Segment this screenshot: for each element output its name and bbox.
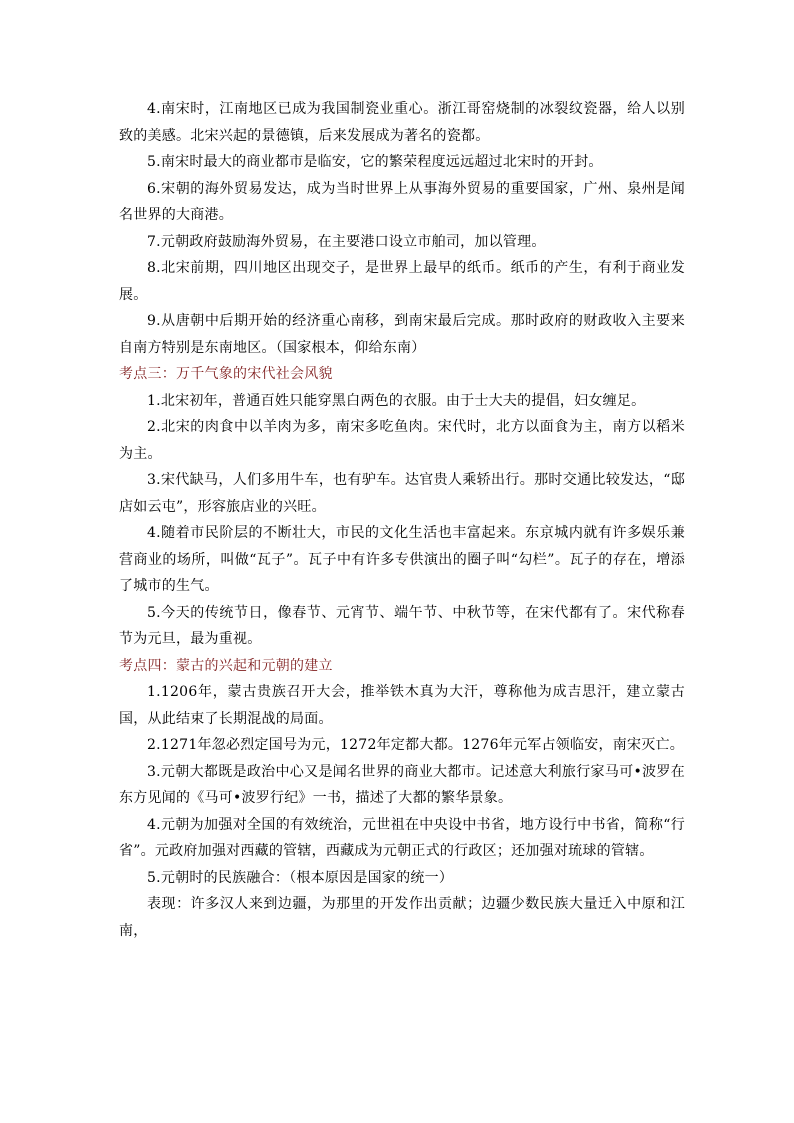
paragraph: 5.元朝时的民族融合：（根本原因是国家的统一） bbox=[147, 869, 454, 886]
paragraph: 5.南宋时最大的商业都市是临安，它的繁荣程度远远超过北宋时的开封。 bbox=[147, 154, 603, 170]
paragraph: 9.从唐朝中后期开始的经济重心南移，到南宋最后完成。那时政府的财政收入主要来自南方特别是东南地区。（国家根本，仰给东南） bbox=[119, 313, 685, 356]
paragraph: 3.宋代缺马，人们多用牛车，也有驴车。达官贵人乘轿出行。那时交通比较发达，“邸店如云屯”，形容旅店业的兴旺。 bbox=[119, 472, 685, 515]
paragraph: 6.宋朝的海外贸易发达，成为当时世界上从事海外贸易的重要国家，广州、泉州是闻名世界的大商港。 bbox=[119, 180, 685, 223]
paragraph: 1.北宋初年，普通百姓只能穿黑白两色的衣服。由于士大夫的提倡，妇女缠足。 bbox=[147, 392, 646, 409]
section-heading: 考点三：万千气象的宋代社会风貌 bbox=[119, 366, 333, 382]
paragraph: 表现：许多汉人来到边疆，为那里的开发作出贡献；边疆少数民族大量迁入中原和江南， bbox=[119, 896, 685, 939]
document-page bbox=[119, 96, 685, 944]
paragraph: 4.随着市民阶层的不断壮大，市民的文化生活也丰富起来。东京城内就有许多娱乐兼营商业的场所，叫做“瓦子”。瓦子中有许多专供演出的圈子叫“勾栏”。瓦子的存在，增添了城市的生气。 bbox=[119, 525, 685, 594]
paragraph: 4.南宋时，江南地区已成为我国制瓷业重心。浙江哥窑烧制的冰裂纹瓷器，给人以别致的美感。北宋兴起的景德镇，后来发展成为著名的瓷都。 bbox=[119, 101, 685, 144]
paragraph: 4.元朝为加强对全国的有效统治，元世祖在中央设中书省，地方设行中书省，简称“行省”。元政府加强对西藏的管辖，西藏成为元朝正式的行政区；还加强对琉球的管辖。 bbox=[119, 816, 685, 859]
paragraph: 1.1206年，蒙古贵族召开大会，推举铁木真为大汗，尊称他为成吉思汗，建立蒙古国，从此结束了长期混战的局面。 bbox=[119, 684, 685, 727]
paragraph: 5.今天的传统节日，像春节、元宵节、端午节、中秋节等，在宋代都有了。宋代称春节为元旦，最为重视。 bbox=[119, 604, 685, 647]
paragraph: 3.元朝大都既是政治中心又是闻名世界的商业大都市。记述意大利旅行家马可•波罗在东方见闻的《马可•波罗行纪》一书，描述了大都的繁华景象。 bbox=[119, 763, 685, 806]
section-heading: 考点四：蒙古的兴起和元朝的建立 bbox=[119, 657, 333, 674]
paragraph: 8.北宋前期，四川地区出现交子，是世界上最早的纸币。纸币的产生，有利于商业发展。 bbox=[119, 260, 685, 303]
paragraph: 7.元朝政府鼓励海外贸易，在主要港口设立市舶司，加以管理。 bbox=[147, 233, 546, 250]
paragraph: 2.北宋的肉食中以羊肉为多，南宋多吃鱼肉。宋代时，北方以面食为主，南方以稻米为主。 bbox=[119, 419, 685, 462]
paragraph: 2.1271年忽必烈定国号为元，1272年定都大都。1276年元军占领临安，南宋灭亡。 bbox=[147, 737, 684, 753]
